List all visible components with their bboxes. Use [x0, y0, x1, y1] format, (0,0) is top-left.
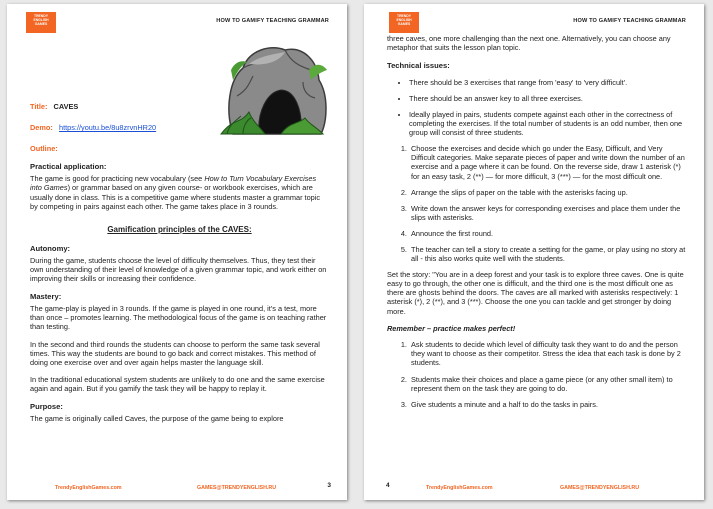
title-value: CAVES [53, 102, 79, 111]
page-3 [7, 4, 347, 500]
technical-heading: Technical issues: [387, 60, 450, 70]
page-number: 3 [327, 482, 331, 489]
intro-text: three caves, one more challenging than the next one. Alternatively, you can choose any metaphor that suits the lesson plan topic. [387, 34, 671, 53]
title-label: Title: [30, 102, 48, 111]
demo-link[interactable]: https://youtu.be/8u8zrvnHR20 [58, 123, 157, 133]
list-item: 1. Choose the exercises and decide which go under the Easy, Difficult, and Very Difficult categories. Make separate pieces of paper and write down the number of an exercise and a page where it can be found. On the reverse side, draw 1 asterisk (*) for an easy task, 2 (**) — for more difficult, 3 (***) — for the most difficult one. [409, 144, 688, 180]
autonomy-text: During the game, students choose the level of difficulty themselves. Thus, they test their own understanding of their level of knowledge of a given grammar topic, and work either on improving their skills or increasing their confidence. [30, 255, 327, 284]
story-text: Set the story: "You are in a deep forest and your task is to explore three caves. One is quite easy to go through, the other one is difficult, and the third one is the most difficult one as there are ghosts behind the doors. The caves are all marked with asterisks respectively: 1 asterisk (*), 2 (**), and 3 (***). Choose the one you can tackle and get stronger by doing more. [387, 270, 684, 316]
outline-label: Outline: [30, 144, 58, 154]
brand-logo: TRENDY ENGLISH GAMES [26, 12, 56, 33]
list-item: 3. Give students a minute and a half to do the tasks in pairs. [409, 400, 688, 409]
practical-heading: Practical application: [30, 162, 107, 172]
list-item: 5. The teacher can tell a story to create a setting for the game, or play using no story at all - this also works quite well with the students. [409, 245, 688, 263]
footer-email: GAMES@TRENDYENGLISH.RU [560, 485, 640, 491]
mastery-paragraph-1: The game-play is played in 3 rounds. If the game is played in one round, it's a test, more than once – promotes learning. The methodological focus of the game is on teaching rather than testing. [30, 303, 327, 331]
practical-text: The game is good for practicing new vocabulary (see How to Turn Vocabulary Exercises into Games) or grammar based on any given course- or workbook exercises, which are usually done in class. This is a competitive game where students master a grammar topic by competing in pairs against each other. The game takes place in 3 rounds. [30, 174, 321, 211]
steps-list-2 [387, 340, 688, 409]
page-4-content [387, 34, 688, 416]
brand-logo: TRENDY ENGLISH GAMES [389, 12, 419, 33]
steps-list [387, 144, 688, 263]
list-item: 1. Ask students to decide which level of difficulty task they want to do and the person they want to choose as their competitor. Stress the idea that each task is done by 2 students. [409, 340, 688, 367]
purpose-heading: Purpose: [30, 402, 63, 412]
running-header: HOW TO GAMIFY TEACHING GRAMMAR [573, 18, 686, 24]
technical-list [387, 78, 688, 137]
mastery-paragraph-2: In the second and third rounds the students can choose to perform the same task several times. This way the students are bound to go back and correct mistakes. This method of doing one exercise over and over again helps master the language skill. [30, 339, 320, 367]
list-item: • Ideally played in pairs, students compete against each other in the correctness of completing the exercises. If the total number of students is an odd number, then one group will consist of three students. [409, 110, 688, 137]
running-header: HOW TO GAMIFY TEACHING GRAMMAR [216, 18, 329, 24]
page-4 [364, 4, 704, 500]
demo-label: Demo: [30, 123, 53, 133]
mastery-paragraph-3: In the traditional educational system students are unlikely to do one and the same exercise again and again. But if you gamify the task they will be happy to replay it. [30, 375, 325, 394]
footer-email: GAMES@TRENDYENGLISH.RU [197, 485, 277, 491]
mastery-heading: Mastery: [30, 291, 62, 301]
page-3-content [30, 102, 329, 432]
list-item: • There should be 3 exercises that range from 'easy' to 'very difficult'. [409, 78, 688, 87]
page-number: 4 [386, 482, 390, 489]
autonomy-heading: Autonomy: [30, 243, 71, 253]
footer-site: TrendyEnglishGames.com [55, 485, 122, 491]
footer-site: TrendyEnglishGames.com [426, 485, 493, 491]
list-item: • There should be an answer key to all three exercises. [409, 94, 688, 103]
purpose-text: The game is originally called Caves, the purpose of the game being to explore [30, 414, 284, 424]
list-item: 2. Arrange the slips of paper on the table with the asterisks facing up. [409, 188, 688, 197]
principles-heading: Gamification principles of the CAVES: [107, 224, 252, 234]
list-item: 2. Students make their choices and place a game piece (or any other small item) to represent them on the task they are going to do. [409, 375, 688, 393]
list-item: 3. Write down the answer keys for corresponding exercises and place them under the slips with asterisks. [409, 204, 688, 222]
remember-note: Remember – practice makes perfect! [387, 324, 516, 334]
list-item: 4. Announce the first round. [409, 229, 688, 238]
